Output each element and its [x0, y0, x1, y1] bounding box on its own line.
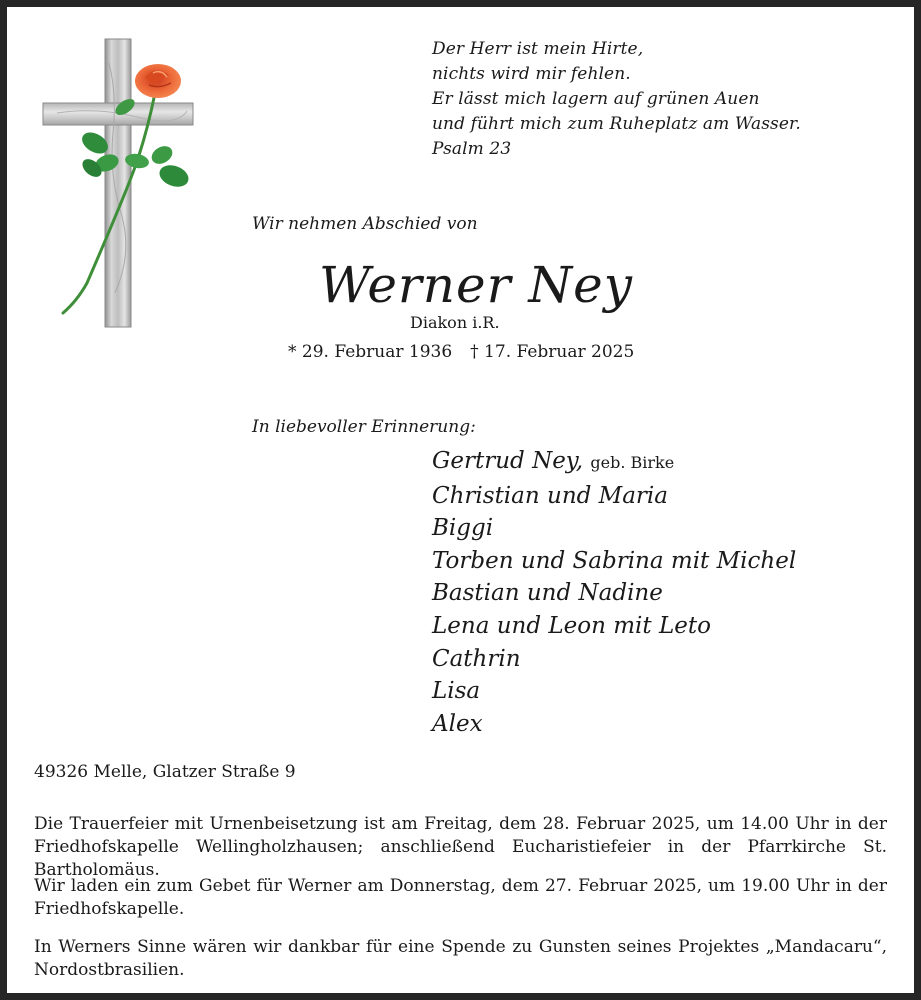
birth-date: * 29. Februar 1936 [288, 342, 453, 362]
mourner-item: Christian und Maria [432, 482, 668, 509]
donation-info-paragraph: In Werners Sinne wären wir dankbar für eine Spende zu Gunsten seines Projektes „Mandacaru“, Nordostbrasilien. [34, 937, 887, 980]
deceased-title: Diakon i.R. [410, 313, 500, 332]
mourner-item: Bastian und Nadine [432, 580, 663, 607]
mourner-item [432, 445, 796, 480]
mourner-name: Gertrud Ney, [432, 448, 584, 474]
mourners-list [432, 445, 796, 740]
psalm-line: Der Herr ist mein Hirte, [432, 39, 644, 59]
mourner-item: Lena und Leon mit Leto [432, 612, 711, 639]
mourner-item: Biggi [432, 515, 494, 542]
psalm-line: nichts wird mir fehlen. [432, 64, 631, 84]
funeral-info-paragraph: Die Trauerfeier mit Urnenbeisetzung ist am Freitag, dem 28. Februar 2025, um 14.00 Uhr in der Friedhofskapelle Wellingholzhausen; anschließend Eucharistiefeier in der Pfarrkirche St. Bartholomäus. [34, 814, 887, 880]
mourner-item: Alex [432, 710, 483, 737]
psalm-reference: Psalm 23 [432, 139, 512, 159]
memory-heading: In liebevoller Erinnerung: [252, 417, 476, 437]
death-date: † 17. Februar 2025 [470, 342, 635, 362]
life-dates [288, 342, 634, 362]
farewell-intro: Wir nehmen Abschied von [252, 214, 478, 234]
psalm-line: und führt mich zum Ruheplatz am Wasser. [432, 114, 801, 134]
mourner-item: Torben und Sabrina mit Michel [432, 547, 797, 574]
family-address: 49326 Melle, Glatzer Straße 9 [34, 762, 296, 782]
cross-with-rose-icon [37, 33, 202, 333]
maiden-name: geb. Birke [590, 453, 675, 472]
mourner-item: Cathrin [432, 645, 521, 672]
psalm-quote [432, 37, 801, 162]
prayer-info-paragraph: Wir laden ein zum Gebet für Werner am Donnerstag, dem 27. Februar 2025, um 19.00 Uhr in der Friedhofskapelle. [34, 876, 887, 919]
psalm-line: Er lässt mich lagern auf grünen Auen [432, 89, 760, 109]
mourner-item: Lisa [432, 678, 481, 705]
deceased-name: Werner Ney [319, 256, 633, 314]
